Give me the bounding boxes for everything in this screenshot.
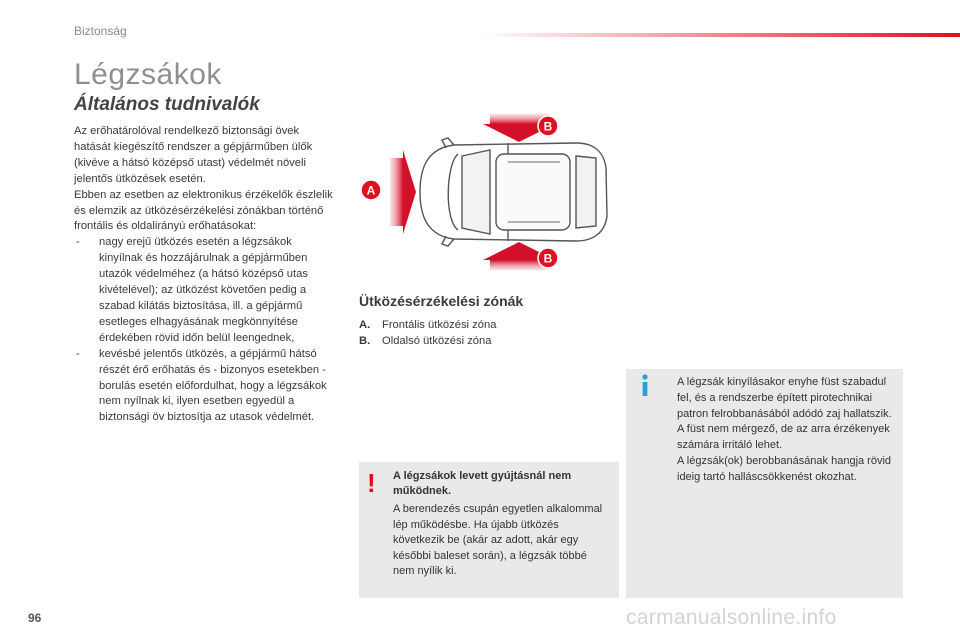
page-number: 96 bbox=[28, 611, 42, 625]
intro-bullet: - kevésbé jelentős ütközés, a gépjármű hátsó részét érő erőhatás és - bizonyos esetekben - borulás esetén előfordulhat, hogy a légzsákok nem nyílnak ki, ilyen esetben egyedül a biztonsági öv biztosítja az utasok védelmét. bbox=[74, 347, 336, 427]
warning-text: A berendezés csupán egyetlen alkalommal lép működésbe. Ha újabb ütközés következik be (akár az adott, akár egy későbbi baleset során), a légzsák többé nem nyílik ki. bbox=[393, 503, 603, 578]
watermark: carmanualsonline.info bbox=[626, 606, 837, 629]
zones-title: Ütközésérzékelési zónák bbox=[359, 293, 524, 309]
impact-zone-diagram bbox=[358, 112, 616, 272]
label-b-bottom-badge bbox=[538, 248, 558, 268]
info-line: A füst nem mérgező, de az arra érzékenyek számára irritáló lehet. bbox=[677, 423, 890, 452]
car-top-view bbox=[420, 138, 607, 246]
info-box bbox=[626, 369, 903, 598]
intro-text bbox=[74, 124, 336, 426]
header-accent-line bbox=[480, 33, 960, 37]
label-b-top-badge bbox=[538, 116, 558, 136]
info-text bbox=[677, 375, 895, 486]
warning-title: A légzsákok levett gyújtásnál nem működnek. bbox=[393, 470, 572, 497]
zone-text: Oldalsó ütközési zóna bbox=[382, 335, 492, 347]
label-a-badge bbox=[361, 180, 381, 200]
label-a: A bbox=[366, 183, 376, 198]
info-line: A légzsák kinyílásakor enyhe füst szabadul fel, és a rendszerbe épített pirotechnikai patron felrobbanásából adódó zaj hallatszik. bbox=[677, 376, 892, 420]
zone-item bbox=[359, 317, 496, 333]
intro-bullets bbox=[74, 235, 336, 426]
zones-list bbox=[359, 317, 496, 349]
warning-box bbox=[359, 462, 619, 598]
intro-paragraph-2: Ebben az esetben az elektronikus érzékelők észlelik és elemzik az ütközésérzékelési zónákban történő frontális és oldalirányú erőhatásokat: bbox=[74, 188, 333, 233]
info-line: A légzsák(ok) berobbanásának hangja rövid ideig tartó halláscsökkenést okozhat. bbox=[677, 454, 892, 483]
page-subtitle: Általános tudnivalók bbox=[74, 94, 260, 115]
intro-paragraph-1: Az erőhatárolóval rendelkező biztonsági övek hatását kiegészítő rendszer a gépjárműben ülők (kivéve a hátsó középső utast) védelmét növeli jelentős ütközések esetén. bbox=[74, 125, 313, 185]
label-b-top: B bbox=[543, 119, 553, 134]
intro-bullet: - nagy erejű ütközés esetén a légzsákok kinyílnak és hozzájárulnak a gépjárműben utazók védelméhez (a hátsó középső utas kivételével); az ütközést követően pedig a szabad kilátás biztosítása, ill. a gépjármű esetleges elhagyásának megkönnyítése érdekében rövid időn belül leengednek, bbox=[74, 235, 336, 346]
page-title: Légzsákok bbox=[74, 58, 222, 91]
label-b-bottom: B bbox=[543, 251, 553, 266]
zone-letter: A. bbox=[359, 319, 371, 331]
frontal-impact-arrow bbox=[390, 150, 416, 234]
section-label: Biztonság bbox=[74, 24, 127, 38]
exclamation-icon: ! bbox=[367, 468, 376, 498]
zone-item bbox=[359, 333, 496, 349]
zone-text: Frontális ütközési zóna bbox=[382, 319, 497, 331]
zone-letter: B. bbox=[359, 335, 371, 347]
info-icon bbox=[640, 374, 650, 396]
